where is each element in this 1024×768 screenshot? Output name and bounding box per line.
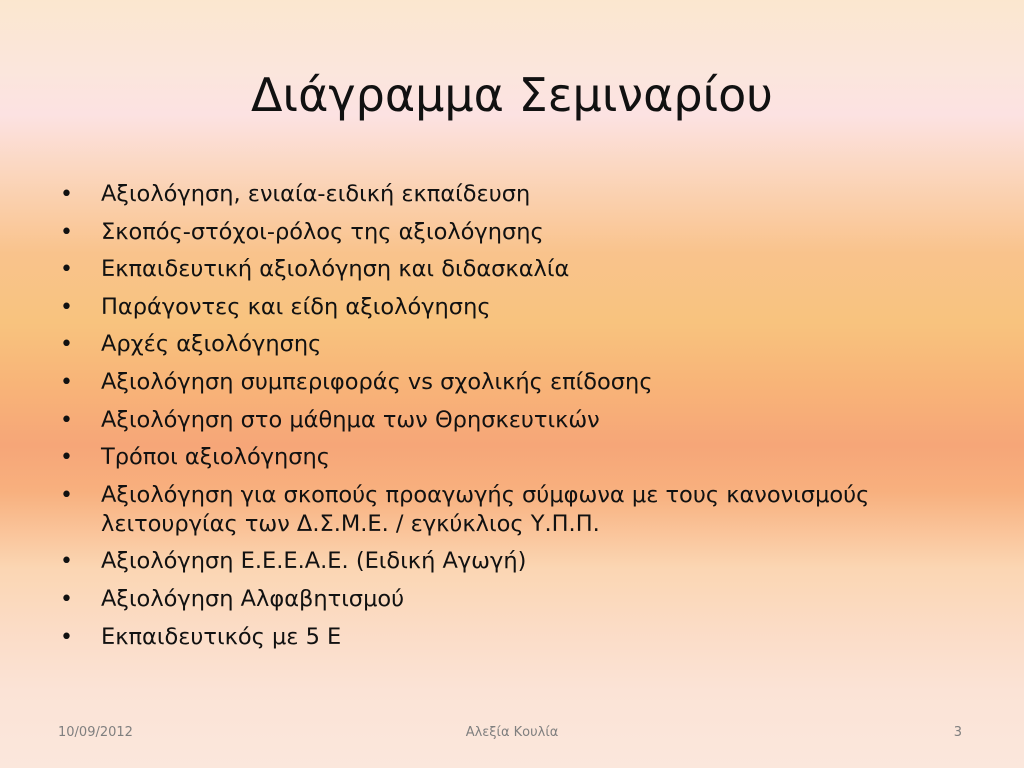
bullet-item xyxy=(58,443,978,472)
bullet-dot-icon: • xyxy=(60,624,73,650)
bullet-item xyxy=(58,255,978,284)
bullet-text: Αξιολόγηση, ενιαία-ειδική εκπαίδευση xyxy=(101,181,531,207)
bullet-text: Σκοπός-στόχοι-ρόλος της αξιολόγησης xyxy=(101,218,544,245)
bullet-item xyxy=(58,180,978,209)
bullet-text: Αξιολόγηση Ε.Ε.Ε.Α.Ε. (Ειδική Αγωγή) xyxy=(101,548,527,575)
bullet-dot-icon: • xyxy=(60,445,73,471)
bullet-item xyxy=(58,330,978,359)
bullet-text: Αξιολόγηση συμπεριφοράς vs σχολικής επίδοσης xyxy=(101,368,653,395)
bullet-dot-icon: • xyxy=(60,549,73,575)
bullet-text: Εκπαιδευτική αξιολόγηση και διδασκαλία xyxy=(101,256,570,283)
bullet-item xyxy=(58,218,978,247)
bullet-dot-icon: • xyxy=(60,407,73,433)
bullet-item xyxy=(58,623,978,652)
bullet-item xyxy=(58,293,978,322)
bullet-item xyxy=(58,406,978,435)
bullet-text: Τρόποι αξιολόγησης xyxy=(101,444,331,471)
bullet-text: Αξιολόγηση Αλφαβητισμού xyxy=(101,585,405,612)
bullet-item xyxy=(58,585,978,614)
bullet-dot-icon: • xyxy=(60,219,73,245)
bullet-text: Εκπαιδευτικός με 5 Ε xyxy=(101,623,342,650)
bullet-text: Αξιολόγηση στο μάθημα των Θρησκευτικών xyxy=(101,406,600,433)
footer-page-number: 3 xyxy=(953,725,962,740)
bullet-item xyxy=(58,368,978,397)
bullet-dot-icon: • xyxy=(60,586,73,612)
bullet-dot-icon: • xyxy=(60,182,73,207)
bullet-dot-icon: • xyxy=(60,482,73,508)
footer-author: Αλεξία Κουλία xyxy=(465,725,559,740)
bullet-text: Παράγοντες και είδη αξιολόγησης xyxy=(101,293,491,320)
bullet-dot-icon: • xyxy=(60,294,73,320)
bullet-list xyxy=(58,180,978,660)
bullet-text: Αρχές αξιολόγησης xyxy=(101,331,322,358)
bullet-dot-icon: • xyxy=(60,332,73,358)
footer-date: 10/09/2012 xyxy=(58,725,133,740)
bullet-item xyxy=(58,547,978,576)
bullet-text: Αξιολόγηση για σκοπούς προαγωγής σύμφωνα με τους κανονισμούς λειτουργίας των Δ.Σ.Μ.Ε. / εγκύκλιος Υ.Π.Π. xyxy=(101,481,870,537)
bullet-dot-icon: • xyxy=(60,369,73,395)
slide-title: Διάγραμμα Σεμιναρίου xyxy=(251,68,773,122)
bullet-item xyxy=(58,481,978,539)
bullet-dot-icon: • xyxy=(60,257,73,283)
